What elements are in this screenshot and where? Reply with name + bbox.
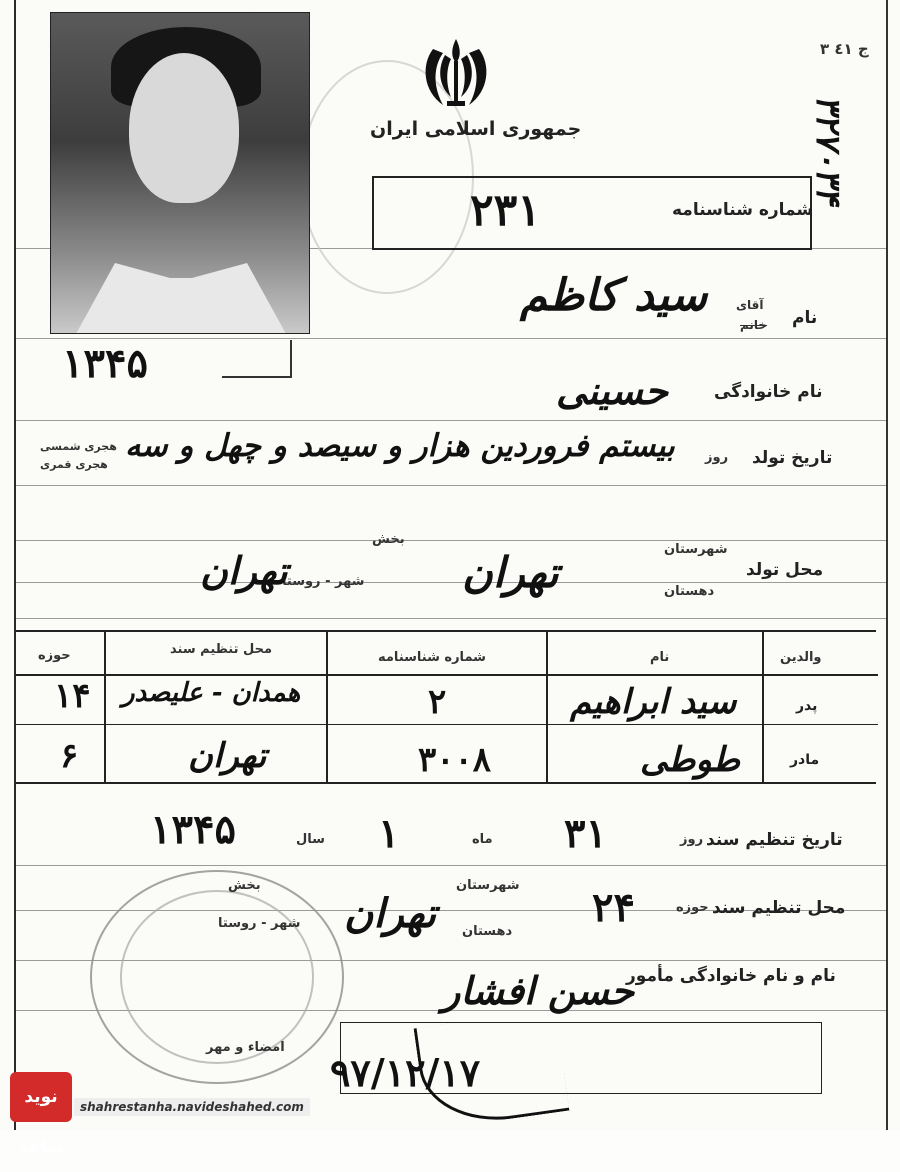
name-label: نام [792,308,818,328]
id-number-value: ۲۳۱ [470,185,541,236]
issue-place-label: محل تنظیم سند [712,898,846,918]
republic-name: جمهوری اسلامی ایران [370,118,582,140]
father-relation: پدر [796,698,818,714]
issue-place-area: ۲۴ [592,884,635,931]
photo-shirt [71,243,291,334]
birth-city-label: شهرستان [664,542,728,557]
birth-village-label: شهر - روستا [282,574,365,589]
issue-date-day: ۳۱ [564,810,607,857]
father-id-number: ۲ [428,682,447,722]
table-row-divider [16,724,878,725]
issue-date-month-label: ماه [472,832,493,847]
father-issue-place: همدان - علیصدر [122,678,301,708]
officer-value: حسن افشار [442,968,635,1013]
table-header-id-number: شماره شناسنامه [378,650,486,665]
father-area: ۱۴ [54,676,91,716]
name-struck-label: خانم [740,318,768,332]
site-watermark [10,1072,304,1157]
birth-date-day-label: روز [705,450,729,465]
table-header-parents: والدین [780,650,822,665]
birth-village-value: تهران [200,548,288,593]
watermark-url: shahrestanha.navideshahed.com [74,1098,310,1116]
birth-district-label: دهستان [664,584,715,599]
stamp-number: ۹۷/۱۲/۱۷ [330,1050,481,1095]
mother-relation: مادر [790,752,820,768]
issue-place-district-label: دهستان [462,924,513,939]
mother-id-number: ۳۰۰۸ [418,740,492,780]
birth-date-value: بیستم فروردین هزار و سیصد و چهل و سه [125,428,675,464]
issue-date-year: ۱۳۴۵ [150,806,236,853]
ruled-line [16,540,886,541]
table-column-divider [546,630,548,782]
ruled-line [16,420,886,421]
table-header-divider [16,674,878,676]
mother-issue-place: تهران [188,736,267,776]
calendar-shamsi: هجری شمسی [40,440,117,453]
iran-emblem-icon [415,35,497,113]
mother-area: ۶ [60,736,79,776]
birth-date-label: تاریخ تولد [752,448,833,468]
photo-face [129,53,239,203]
photo-bracket [290,340,292,378]
name-prefix: آقای [736,298,764,312]
photo-year: ۱۳۴۵ [62,340,148,387]
birth-section-label: بخش [372,532,405,547]
ruled-line [16,485,886,486]
issue-place-area-label: حوزه [676,900,709,915]
id-number-label: شماره شناسنامه [672,200,814,220]
corner-code: ج ٤۱ ٣ [820,40,869,58]
calendar-qamari: هجری قمری [40,458,108,471]
issue-place-village-label: شهر - روستا [218,916,301,931]
father-name: سید ابراهیم [570,682,737,722]
birth-place-label: محل تولد [746,560,824,580]
mother-name: طوطی [640,740,741,780]
table-header-name: نام [650,650,670,665]
photo-bracket [222,376,292,378]
table-header-area: حوزه [38,648,71,663]
signature-label: امضاء و مهر [206,1040,285,1055]
ruled-line [16,618,886,619]
name-value: سید کاظم [520,270,708,321]
issue-date-year-label: سال [296,832,325,847]
ruled-line [16,865,886,866]
issue-place-city-value: تهران [344,890,437,937]
officer-label: نام و نام خانوادگی مأمور [626,966,836,986]
ruled-line [16,582,886,583]
issue-place-section-label: بخش [228,878,261,893]
serial-number: ۳۲۷۰۳۴ [808,95,848,205]
ruled-line [16,338,886,339]
issue-date-month: ۱ [378,810,400,857]
issue-place-city-label: شهرستان [456,878,520,893]
family-name-value: حسینی [556,368,668,413]
watermark-logo: نوید شاهد [10,1072,72,1122]
issue-date-label: تاریخ تنظیم سند [706,830,843,850]
table-column-divider [762,630,764,782]
holder-photo [50,12,310,334]
right-edge [886,0,888,1130]
table-column-divider [104,630,106,782]
table-header-issue-place: محل تنظیم سند [170,642,273,657]
birth-city-value: تهران [462,548,559,597]
table-column-divider [326,630,328,782]
family-name-label: نام خانوادگی [714,382,823,402]
issue-date-day-label: روز [680,832,704,847]
